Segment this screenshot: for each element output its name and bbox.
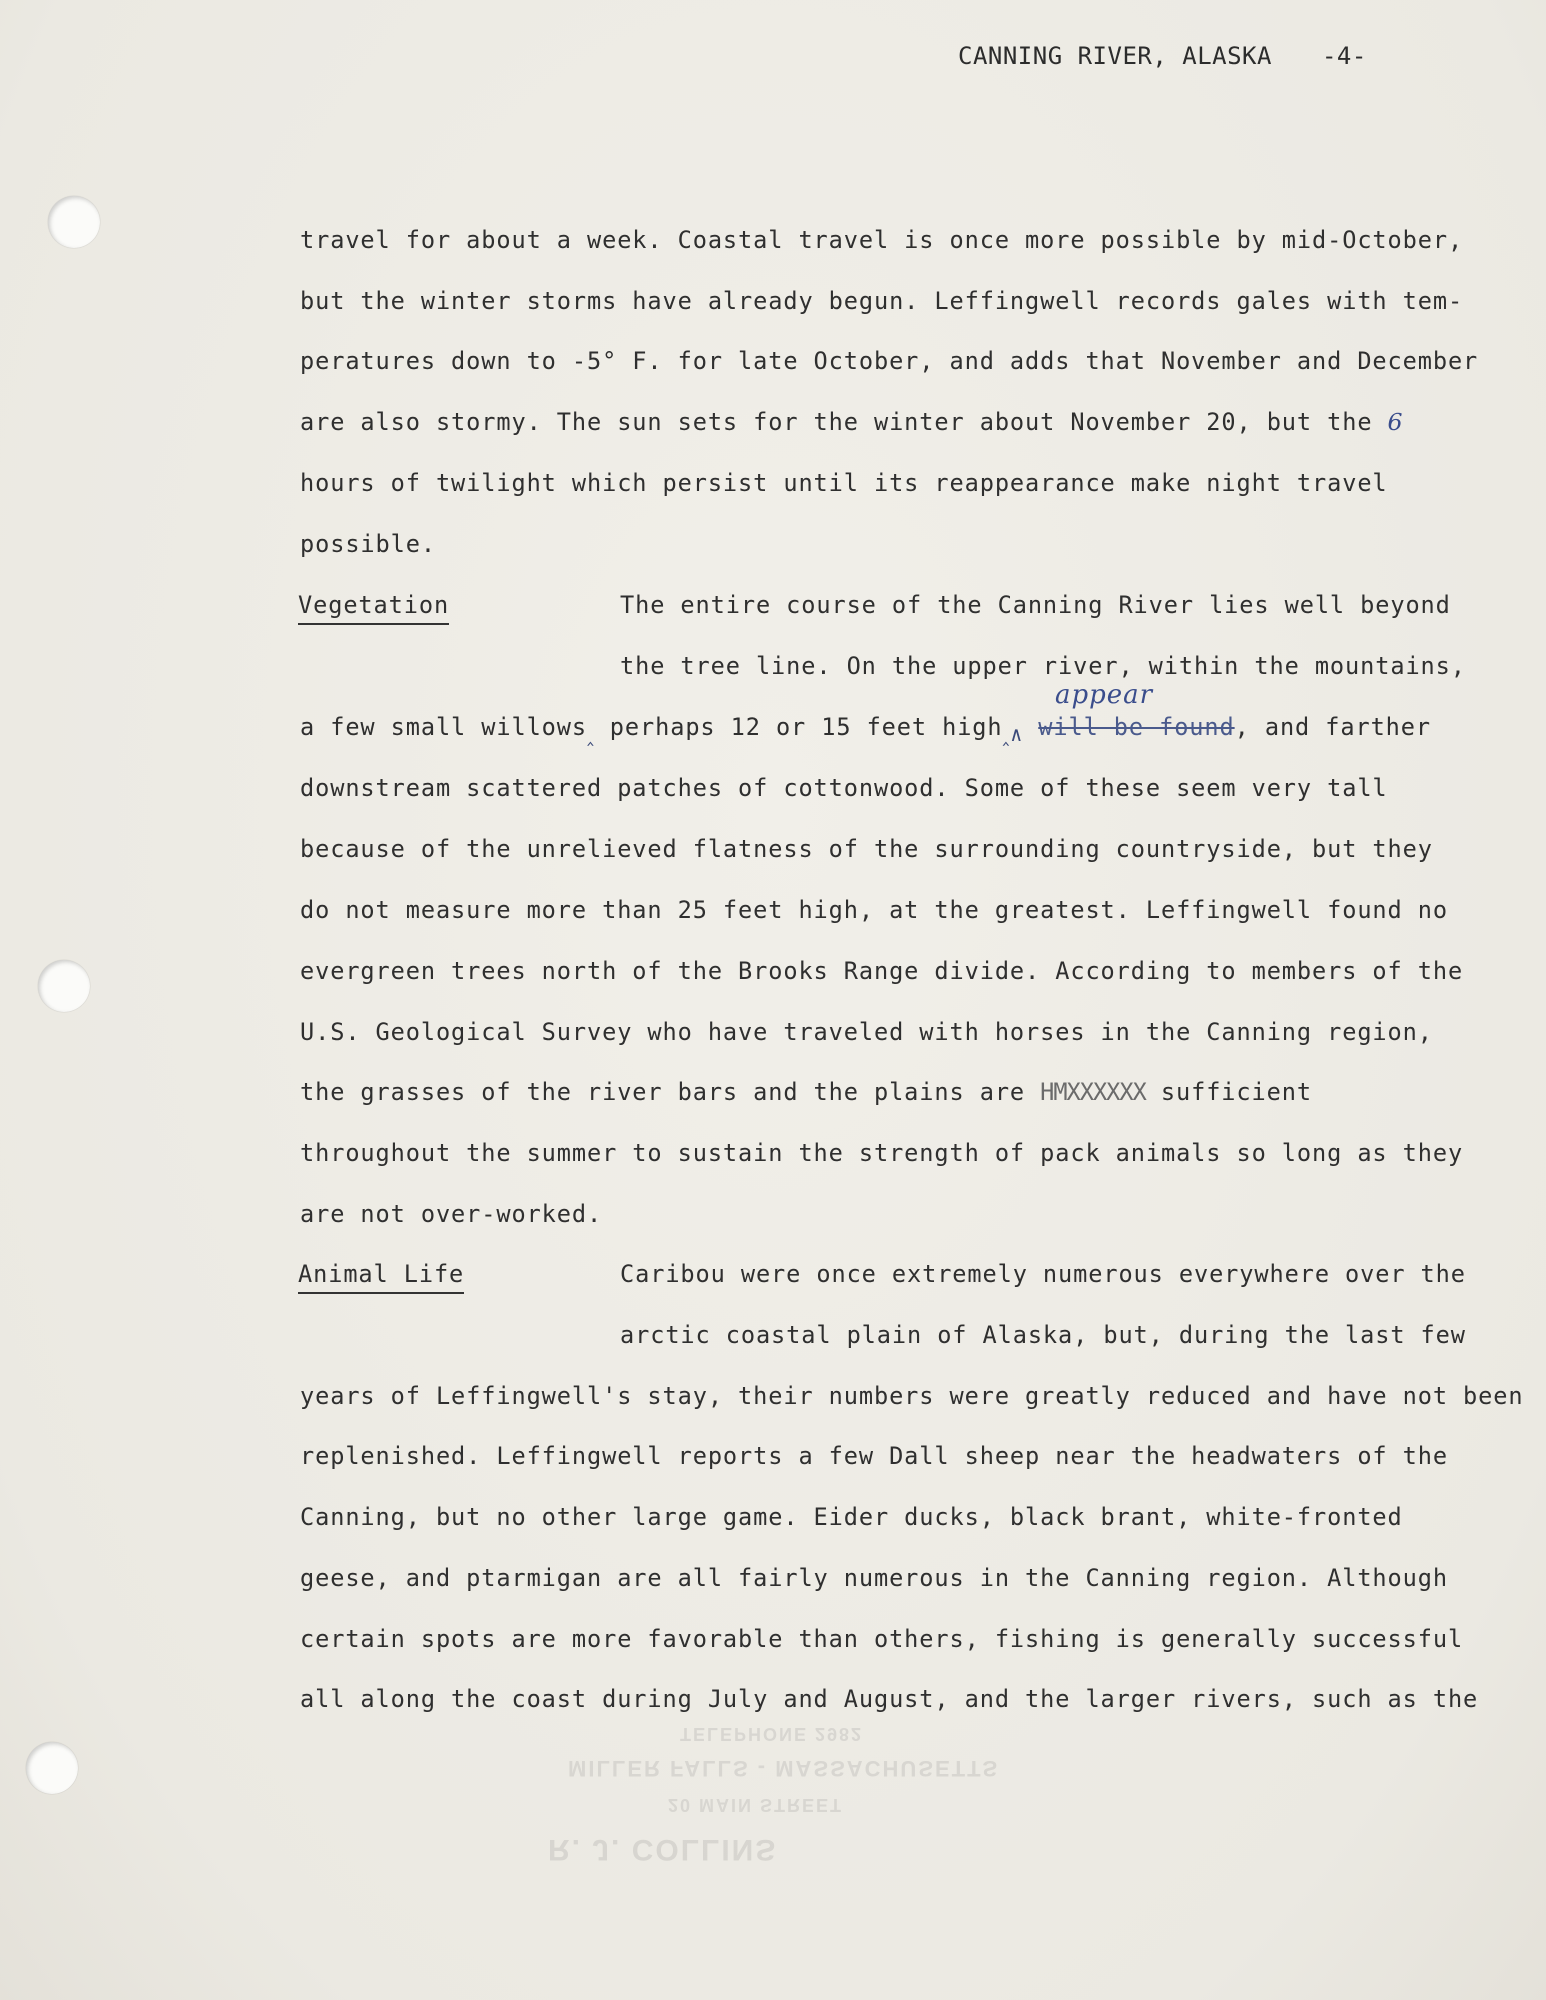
text-line: possible.: [300, 530, 436, 558]
text-line: replenished. Leffingwell reports a few Dall sheep near the headwaters of the: [300, 1442, 1448, 1470]
xed-out-text: HMXXXXXX: [1040, 1078, 1146, 1106]
text-line: [300, 408, 1403, 436]
text-line: evergreen trees north of the Brooks Range divide. According to members of the: [300, 957, 1464, 985]
document-title: CANNING RIVER, ALASKA: [958, 42, 1272, 70]
text-line: travel for about a week. Coastal travel is once more possible by mid-October,: [300, 226, 1464, 254]
bleedthrough-letterhead-phone: TELEPHONE 2982: [680, 1724, 864, 1744]
text-line: [300, 713, 1431, 746]
punch-hole-bottom: [26, 1742, 78, 1794]
bleedthrough-letterhead-street: 20 MAIN STREET: [668, 1795, 844, 1815]
handwritten-number: 6: [1387, 408, 1404, 436]
struck-through-text: will be found: [1038, 713, 1235, 741]
text-line: The entire course of the Canning River lies well beyond: [620, 591, 1451, 619]
text-line: arctic coastal plain of Alaska, but, during the last few: [620, 1321, 1466, 1349]
text-line: because of the unrelieved flatness of the surrounding countryside, but they: [300, 835, 1433, 863]
text-line: throughout the summer to sustain the strength of pack animals so long as they: [300, 1139, 1464, 1167]
text-line: years of Leffingwell's stay, their numbers were greatly reduced and have not been: [300, 1382, 1524, 1410]
section-heading-vegetation: Vegetation: [298, 591, 449, 625]
text-line: U.S. Geological Survey who have traveled with horses in the Canning region,: [300, 1018, 1433, 1046]
page-number: -4-: [1321, 42, 1367, 70]
section-heading-animal-life: Animal Life: [298, 1260, 464, 1294]
caret-mark-icon: ‸∧: [1002, 722, 1024, 746]
handwritten-insertion: appear: [1055, 680, 1154, 710]
text-segment: a few small willows: [300, 713, 587, 741]
text-segment: sufficient: [1145, 1078, 1312, 1106]
punch-hole-top: [48, 196, 100, 248]
text-segment: , and farther: [1234, 713, 1431, 741]
caret-mark-icon: ‸: [587, 722, 595, 746]
text-line: Caribou were once extremely numerous everywhere over the: [620, 1260, 1466, 1288]
bleedthrough-letterhead-name: R. J. COLLINS: [548, 1833, 778, 1866]
text-line: peratures down to -5° F. for late October, and adds that November and December: [300, 347, 1479, 375]
text-line: certain spots are more favorable than others, fishing is generally successful: [300, 1625, 1464, 1653]
text-line: geese, and ptarmigan are all fairly numerous in the Canning region. Although: [300, 1564, 1448, 1592]
text-line: all along the coast during July and August, and the larger rivers, such as the: [300, 1685, 1479, 1713]
text-line: but the winter storms have already begun. Leffingwell records gales with tem-: [300, 287, 1464, 315]
text-line: hours of twilight which persist until its reappearance make night travel: [300, 469, 1388, 497]
text-line: downstream scattered patches of cottonwood. Some of these seem very tall: [300, 774, 1388, 802]
text-line: are not over-worked.: [300, 1200, 603, 1228]
punch-hole-middle: [38, 960, 90, 1012]
text-line: Canning, but no other large game. Eider ducks, black brant, white-fronted: [300, 1503, 1403, 1531]
text-line: [300, 1078, 1312, 1106]
text-segment: are also stormy. The sun sets for the winter about November 20, but the: [300, 408, 1373, 436]
text-line: the tree line. On the upper river, within the mountains,: [620, 652, 1466, 680]
text-segment: the grasses of the river bars and the plains are: [300, 1078, 1041, 1106]
bleedthrough-letterhead-city: MILLER FALLS - MASSACHUSETTS: [568, 1756, 1000, 1781]
text-segment: perhaps 12 or 15 feet high: [594, 713, 1003, 741]
page-header: [958, 42, 1367, 70]
text-line: do not measure more than 25 feet high, at the greatest. Leffingwell found no: [300, 896, 1448, 924]
